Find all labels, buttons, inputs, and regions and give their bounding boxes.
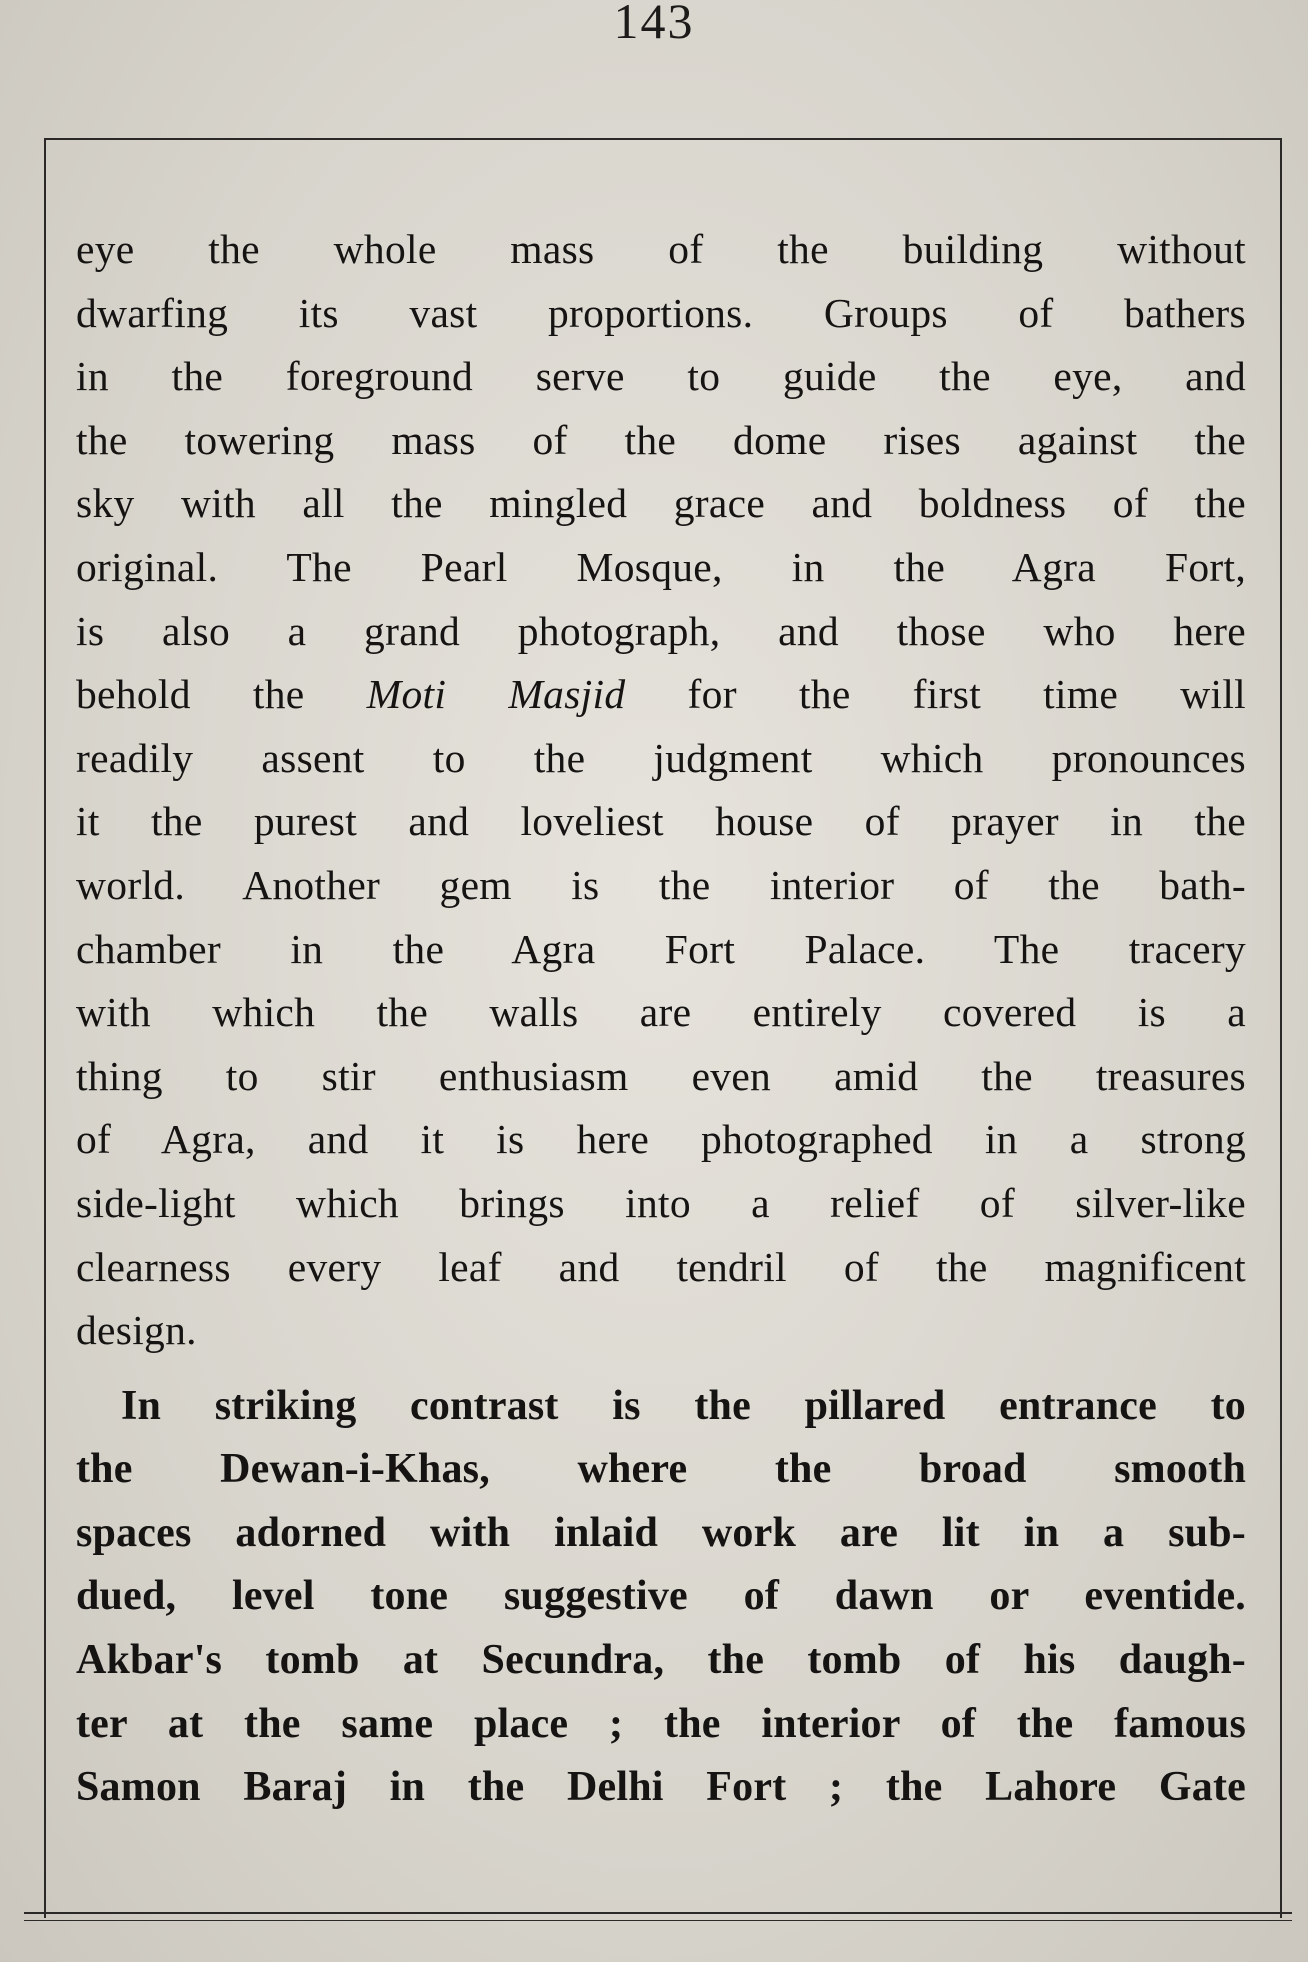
paragraph-gap bbox=[76, 1363, 1246, 1375]
text-line: design. bbox=[76, 1307, 197, 1354]
text-line: chamber in the Agra Fort Palace. The tracery bbox=[76, 925, 1246, 972]
text-line: Samon Baraj in the Delhi Fort ; the Lahore Gate bbox=[76, 1764, 1246, 1811]
text-line: it the purest and loveliest house of prayer in the bbox=[76, 798, 1246, 845]
text-run: for the first time will bbox=[625, 671, 1246, 718]
text-line: spaces adorned with inlaid work are lit in a sub- bbox=[76, 1509, 1246, 1556]
paragraph-1 bbox=[76, 218, 1246, 1363]
text-line: in the foreground serve to guide the eye, and bbox=[76, 353, 1246, 400]
text-line: dwarfing its vast proportions. Groups of bathers bbox=[76, 289, 1246, 336]
text-line bbox=[76, 663, 1246, 727]
text-line: eye the whole mass of the building without bbox=[76, 226, 1246, 272]
text-line: readily assent to the judgment which pronounces bbox=[76, 734, 1246, 781]
text-line: world. Another gem is the interior of the bath- bbox=[76, 861, 1246, 908]
page-number: 143 bbox=[613, 0, 695, 49]
italic-term: Moti Masjid bbox=[366, 671, 626, 718]
text-line: thing to stir enthusiasm even amid the treasures bbox=[76, 1052, 1246, 1099]
text-line: with which the walls are entirely covered is a bbox=[76, 989, 1246, 1036]
bottom-rule bbox=[24, 1912, 1292, 1914]
text-line: clearness every leaf and tendril of the magnificent bbox=[76, 1243, 1246, 1290]
text-run: behold the bbox=[76, 671, 367, 718]
text-line: side-light which brings into a relief of silver-like bbox=[76, 1179, 1246, 1226]
text-line: ter at the same place ; the interior of the famous bbox=[76, 1700, 1246, 1747]
article-text bbox=[76, 218, 1246, 1820]
bottom-rule-thin bbox=[24, 1920, 1292, 1921]
text-line: Akbar's tomb at Secundra, the tomb of his daugh- bbox=[76, 1637, 1246, 1684]
text-line: sky with all the mingled grace and boldness of the bbox=[76, 480, 1246, 527]
text-line: original. The Pearl Mosque, in the Agra Fort, bbox=[76, 543, 1246, 590]
text-line: In striking contrast is the pillared entrance to bbox=[121, 1382, 1246, 1429]
text-line: is also a grand photograph, and those who here bbox=[76, 607, 1246, 654]
paragraph-2 bbox=[76, 1375, 1246, 1820]
text-line: of Agra, and it is here photographed in a strong bbox=[76, 1116, 1246, 1163]
text-line: the Dewan-i-Khas, where the broad smooth bbox=[76, 1446, 1246, 1493]
text-line: the towering mass of the dome rises against the bbox=[76, 416, 1246, 463]
text-line: dued, level tone suggestive of dawn or eventide. bbox=[76, 1573, 1246, 1620]
